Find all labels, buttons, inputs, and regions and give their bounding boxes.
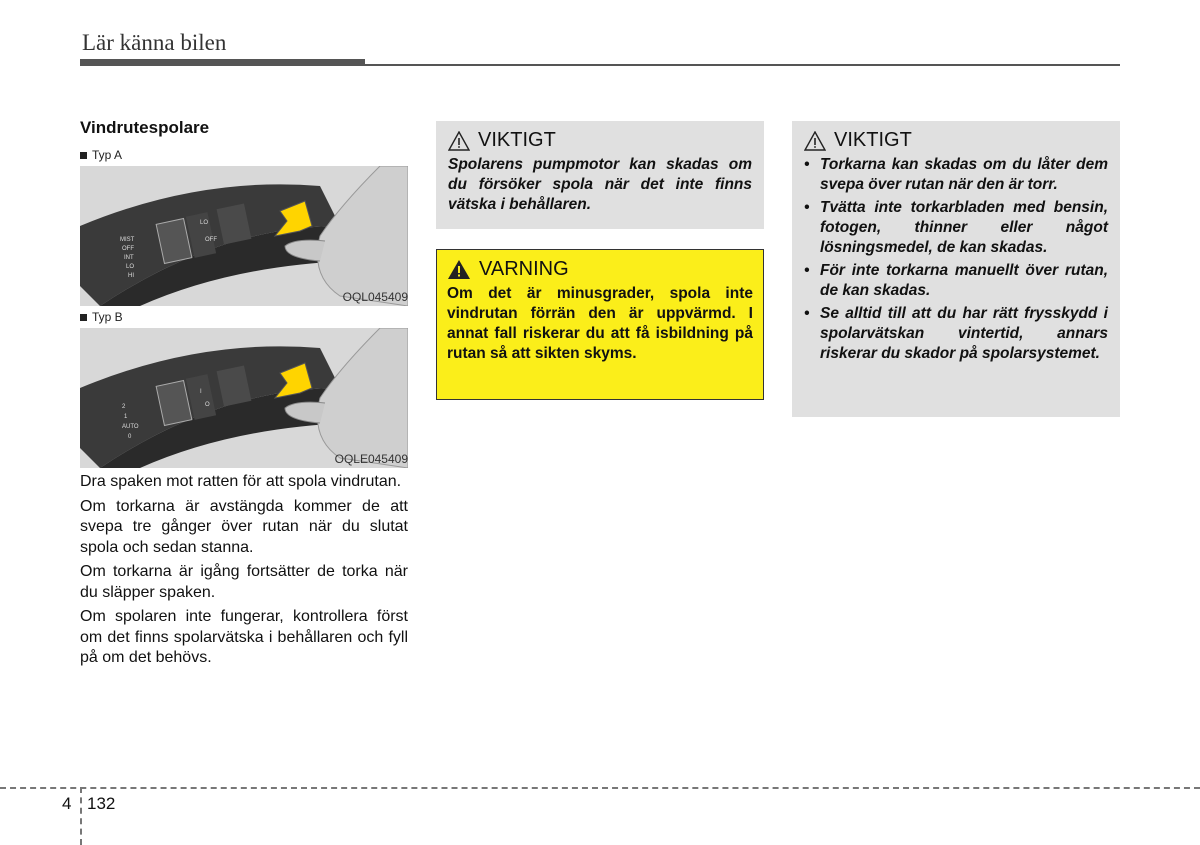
lever-mark: INT [124, 255, 134, 261]
warning-text: Om det är minusgrader, spola inte vindrutan förrän den är uppvärmd. I annat fall riskerar du att få isbildning på rutan så att sikten skyms. [447, 285, 753, 362]
figure-label: Typ A [80, 148, 408, 162]
ring-mark: O [205, 402, 210, 408]
ring-mark: I [200, 389, 202, 395]
warning-box-frost [436, 249, 764, 400]
warning-triangle-icon [447, 259, 471, 280]
lever-mark: 1 [124, 414, 128, 420]
figure-type-a [80, 148, 408, 306]
list-item: • Tvätta inte torkarbladen med bensin, fotogen, thinner eller något lösningsmedel, de kan skadas. [804, 198, 1108, 258]
notice-bullet-list [804, 155, 1108, 364]
notice-title: VIKTIGT [804, 129, 1108, 152]
list-item: • Torkarna kan skadas om du låter dem svepa över rutan när den är torr. [804, 155, 1108, 195]
footer-vertical-rule [80, 787, 82, 845]
body-paragraph: Dra spaken mot ratten för att spola vindrutan. [80, 473, 402, 490]
figure-code: OQL045409 [342, 290, 408, 304]
lever-mark: MIST [120, 237, 135, 243]
lever-mark: LO [126, 264, 135, 270]
square-bullet-icon [80, 152, 87, 159]
lever-mark: HI [128, 273, 134, 279]
chapter-number: 4 [62, 794, 72, 813]
ring-mark: OFF [205, 237, 217, 243]
header-rule [365, 64, 1120, 66]
body-paragraph: Om spolaren inte fungerar, kontrollera först om det finns spolarvätska i behållaren och fyll på om det behövs. [80, 608, 408, 666]
notice-title: VIKTIGT [448, 129, 752, 152]
lever-mark: 0 [128, 434, 132, 440]
left-column [80, 118, 408, 669]
wiper-lever-illustration [80, 328, 408, 468]
section-heading: Vindrutespolare [80, 118, 210, 137]
lever-mark: 2 [122, 404, 126, 410]
caution-triangle-icon [804, 131, 826, 151]
caution-triangle-icon [448, 131, 470, 151]
list-item: • För inte torkarna manuellt över rutan, de kan skadas. [804, 261, 1108, 301]
notice-box-wipers [792, 121, 1120, 417]
lever-mark: AUTO [122, 424, 139, 430]
footer-rule [0, 787, 1200, 789]
body-paragraph: Om torkarna är igång fortsätter de torka när du släpper spaken. [80, 563, 408, 601]
square-bullet-icon [80, 314, 87, 321]
ring-mark: LO [200, 220, 209, 226]
figure-label: Typ B [80, 310, 408, 324]
wiper-lever-illustration [80, 166, 408, 306]
header-bar [80, 59, 365, 66]
figure-type-b [80, 310, 408, 468]
notice-box-pump [436, 121, 764, 229]
list-item: • Se alltid till att du har rätt frysskydd i spolarvätskan vintertid, annars riskerar du skador på spolarsystemet. [804, 304, 1108, 364]
body-paragraph: Om torkarna är avstängda kommer de att svepa tre gånger över rutan när du slutat spola och sedan stanna. [80, 497, 408, 556]
notice-text: Spolarens pumpmotor kan skadas om du försöker spola när det inte finns vätska i behållaren. [448, 156, 752, 213]
lever-mark: OFF [122, 246, 134, 252]
page-header-title: Lär känna bilen [82, 30, 227, 55]
page-number: 132 [87, 794, 116, 813]
warning-title: VARNING [447, 258, 753, 281]
figure-code: OQLE045409 [334, 452, 408, 466]
